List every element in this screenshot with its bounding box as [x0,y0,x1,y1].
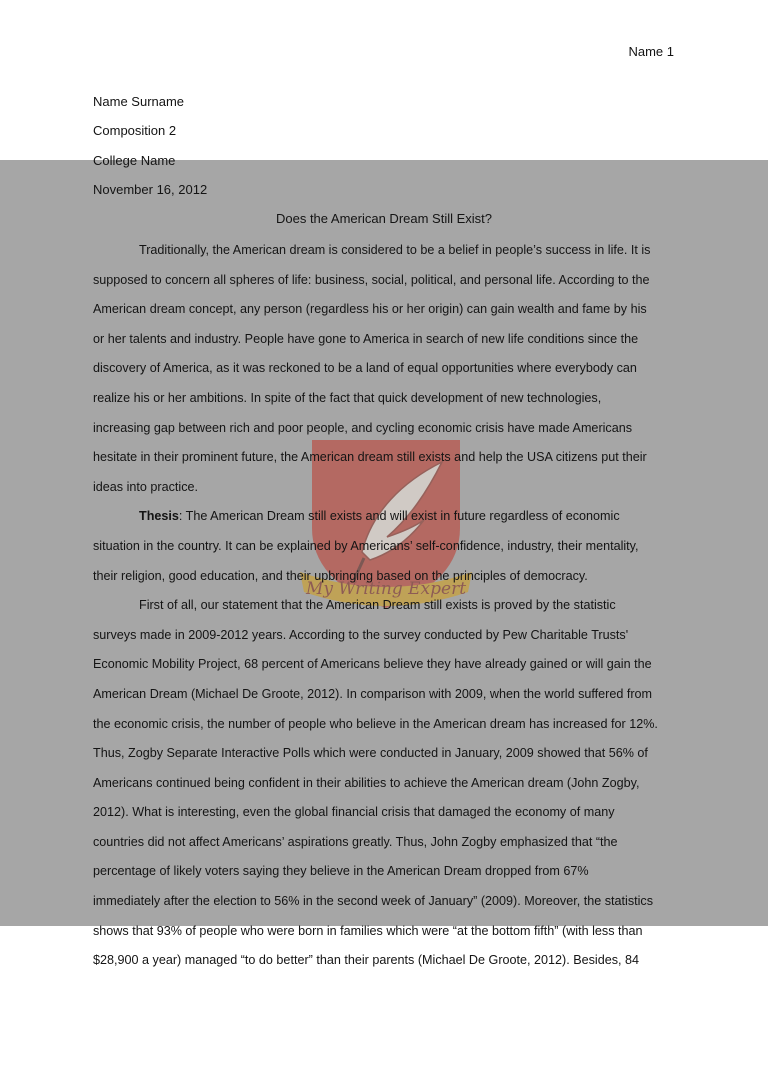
text-line: $28,900 a year) managed “to do better” than their parents (Michael De Groote, 2012). Besides, 84 [93,953,640,968]
text-line: American Dream (Michael De Groote, 2012). In comparison with 2009, when the world suffered from [93,686,653,701]
paragraph-intro [93,236,677,502]
text-line: the economic crisis, the number of people who believe in the American dream has increased for 12%. [93,716,658,731]
text-line: discovery of America, as it was reckoned to be a land of equal opportunities where everybody can [93,361,637,376]
course-name: Composition 2 [93,123,177,138]
text-line: or her talents and industry. People have gone to America in search of new life conditions since the [93,331,639,346]
college-name: College Name [93,153,176,168]
text-line: American dream concept, any person (regardless his or her origin) can gain wealth and fame by his [93,302,647,317]
text-line: immediately after the election to 56% in the second week of January” (2009). Moreover, the statistics [93,894,654,909]
essay-date: November 16, 2012 [93,182,208,197]
watermark-text: My Writing Expert [305,579,467,599]
essay-body [93,236,677,976]
text-line: supposed to concern all spheres of life: business, social, political, and personal life. According to the [93,272,650,287]
text-line: countries did not affect Americans’ aspirations greatly. Thus, John Zogby emphasized that “the [93,834,618,849]
text-line: percentage of likely voters saying they believe in the American Dream dropped from 67% [93,864,589,879]
text-line: surveys made in 2009-2012 years. According to the survey conducted by Pew Charitable Trusts' [93,627,629,642]
text-line: realize his or her ambitions. In spite of the fact that quick development of new technologies, [93,390,602,405]
text-line: increasing gap between rich and poor people, and cycling economic crisis have made Americans [93,420,633,435]
text-line: Thus, Zogby Separate Interactive Polls which were conducted in January, 2009 showed that 56% of [93,746,648,761]
page-number: Name 1 [628,44,674,59]
thesis-label: Thesis [139,509,179,524]
author-name: Name Surname [93,94,185,109]
paragraph-thesis [93,502,677,591]
text-line: their religion, good education, and their upbringing based on the principles of democracy. [93,568,588,583]
text-line [93,502,677,532]
text-line: situation in the country. It can be explained by Americans’ self-confidence, industry, their mentality, [93,538,639,553]
text-line: First of all, our statement that the American Dream still exists is proved by the statistic [139,598,616,613]
text-line: 2012). What is interesting, even the global financial crisis that damaged the economy of many [93,805,615,820]
text-line: Traditionally, the American dream is considered to be a belief in people’s success in life. It is [139,243,651,257]
text-line: Americans continued being confident in their abilities to achieve the American dream (John Zogby, [93,775,640,790]
essay-title: Does the American Dream Still Exist? [275,211,493,226]
text-line: hesitate in their prominent future, the American dream still exists and help the USA citizens put their [93,450,647,465]
text-line: Economic Mobility Project, 68 percent of Americans believe they have already gained or will gain the [93,657,652,672]
paragraph-first-argument [93,591,677,976]
text-line: ideas into practice. [93,479,199,494]
text-line: shows that 93% of people who were born in families which were “at the bottom fifth” (with less than [93,923,643,938]
thesis-text: : The American Dream still exists and will exist in future regardless of economic [178,509,620,524]
